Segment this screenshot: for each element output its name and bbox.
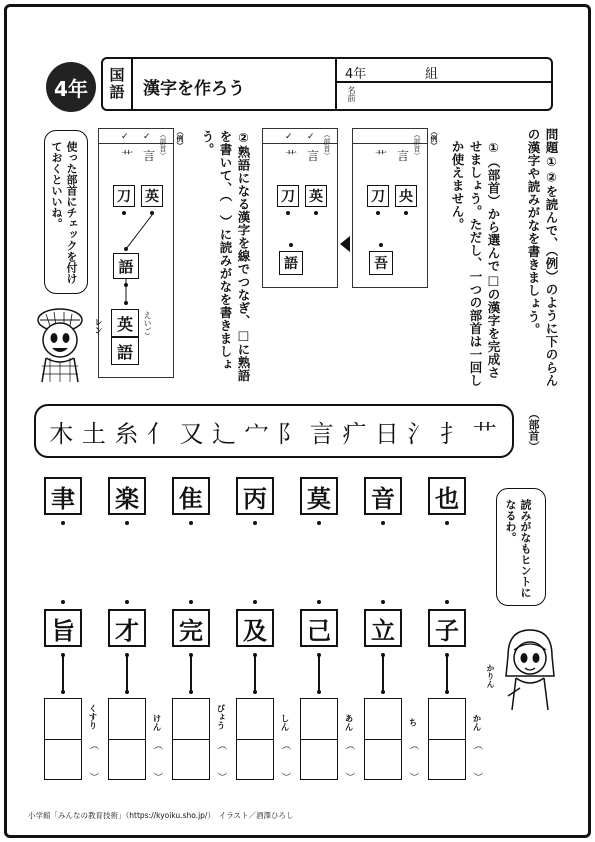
character-name: かりん xyxy=(486,664,495,688)
paren-close-icon: ︶ xyxy=(279,772,290,782)
bubble-line: 使った部首にチェックを xyxy=(65,141,78,262)
reading-hint: けん xyxy=(151,714,161,731)
connector-dot[interactable] xyxy=(125,521,129,525)
kanji-part-box[interactable]: 聿 xyxy=(44,477,82,515)
connector-dot xyxy=(124,247,128,251)
connector-line xyxy=(446,656,448,692)
connector-dot[interactable] xyxy=(61,521,65,525)
connector-dot[interactable] xyxy=(61,600,65,604)
radical-item: 日 xyxy=(374,419,401,448)
instruction-line: 書きましょう。 xyxy=(200,130,233,371)
connector-dot[interactable] xyxy=(445,653,449,657)
paren-close-icon: ︶ xyxy=(343,772,354,782)
connector-dot xyxy=(404,211,408,215)
connector-dot[interactable] xyxy=(381,653,385,657)
footer-credit: 小学館「みんなの教育技術」（https://kyoiku.sho.jp/） イラスト／酒澤ひろし xyxy=(28,811,294,820)
radical-item: 艹 xyxy=(472,419,499,448)
reading-hint: しん xyxy=(279,714,289,731)
connector-dot[interactable] xyxy=(317,653,321,657)
connector-dot[interactable] xyxy=(253,521,257,525)
radical-header: （部首） xyxy=(323,131,331,159)
instruction-line: らんの漢字や読みがなを書きましょう。 xyxy=(526,128,559,387)
radical-option: 言 xyxy=(143,149,156,163)
reading-hint: かん xyxy=(471,714,481,731)
radical-item: 辶 xyxy=(212,419,239,448)
answer-box[interactable] xyxy=(300,698,338,780)
paren-open-icon: ︵ xyxy=(87,740,98,750)
example-label: （例） xyxy=(176,128,184,149)
answer-box[interactable] xyxy=(108,698,146,780)
kanji-part-box[interactable]: 才 xyxy=(108,609,146,647)
connector-dot xyxy=(379,243,383,247)
character-name: レン xyxy=(94,318,103,334)
reading-label: えいご xyxy=(143,311,152,335)
connector-dot[interactable] xyxy=(189,690,193,694)
kanji-part-box[interactable]: 旨 xyxy=(44,609,82,647)
kanji-box: 刀 xyxy=(367,185,389,207)
connector-dot[interactable] xyxy=(253,690,257,694)
bubble-text xyxy=(503,499,533,599)
kanji-part-box[interactable]: 子 xyxy=(428,609,466,647)
reading-hint: びょう xyxy=(215,704,225,730)
kanji-part-box[interactable]: 隹 xyxy=(172,477,210,515)
radical-bank xyxy=(34,404,514,458)
instruction-line: ②熟語になる漢字を線でつなぎ、□ xyxy=(236,130,251,343)
kanji-part-box[interactable]: 立 xyxy=(364,609,402,647)
class-field-label: 組 xyxy=(425,67,439,82)
connector-dot[interactable] xyxy=(61,653,65,657)
instruction-step2 xyxy=(196,130,252,390)
bubble-line: 読みがなもヒントに xyxy=(519,499,532,598)
connector-dot[interactable] xyxy=(125,690,129,694)
radical-item: 土 xyxy=(81,419,108,448)
grade-badge: 4年 xyxy=(46,62,96,112)
connector-dot xyxy=(376,211,380,215)
connector-line xyxy=(318,656,320,692)
example-panel xyxy=(352,128,428,288)
girl-character-illustration xyxy=(500,626,560,710)
connector-dot xyxy=(286,211,290,215)
radical-header: （部首） xyxy=(159,131,167,159)
paren-open-icon: ︵ xyxy=(151,740,162,750)
connector-dot[interactable] xyxy=(61,690,65,694)
connector-dot[interactable] xyxy=(125,653,129,657)
instruction-line: させましょう。ただし、一つの部首 xyxy=(468,140,501,379)
connector-dot[interactable] xyxy=(253,600,257,604)
kanji-box: 英 xyxy=(141,185,163,207)
instruction-line: に熟語を書いて、（ ）に読みがなを xyxy=(218,130,251,382)
connector-line xyxy=(382,656,384,692)
kanji-box: 刀 xyxy=(277,185,299,207)
paren-close-icon: ︶ xyxy=(87,772,98,782)
check-icon: ✓ xyxy=(285,132,293,142)
paren-open-icon: ︵ xyxy=(215,740,226,750)
connector-dot[interactable] xyxy=(317,690,321,694)
kanji-part-box[interactable]: 也 xyxy=(428,477,466,515)
instruction-line: 問題①②を読んで、（例）のように下の xyxy=(544,128,559,361)
radical-bank-label: （部首） xyxy=(527,408,540,452)
boy-character-illustration xyxy=(32,306,92,382)
kanji-part-box[interactable]: 莫 xyxy=(300,477,338,515)
answer-box[interactable] xyxy=(428,698,466,780)
radical-item: 言 xyxy=(309,419,336,448)
answer-box[interactable] xyxy=(172,698,210,780)
kanji-box: 刀 xyxy=(113,185,135,207)
instruction-line: ①（部首）から選んで□の漢字を完成 xyxy=(486,140,501,366)
radical-option: 艹 xyxy=(285,149,298,163)
radical-item: 木 xyxy=(49,419,76,448)
grade-field-label: 4年 xyxy=(345,67,367,82)
connector-dot[interactable] xyxy=(317,600,321,604)
kanji-box: 語 xyxy=(113,253,139,279)
connector-dot[interactable] xyxy=(189,521,193,525)
check-icon: ✓ xyxy=(307,132,315,142)
check-icon: ✓ xyxy=(143,132,151,142)
bubble-line: 付けておくといいね。 xyxy=(50,141,78,284)
connector-line xyxy=(254,656,256,692)
kanji-box: 語 xyxy=(111,337,139,365)
radical-item: 宀 xyxy=(244,419,271,448)
paren-open-icon: ︵ xyxy=(343,740,354,750)
connector-dot xyxy=(314,211,318,215)
answer-box[interactable] xyxy=(236,698,274,780)
radical-item: 又 xyxy=(179,419,206,448)
bubble-line: なるわ。 xyxy=(504,499,517,543)
kanji-part-box[interactable]: 及 xyxy=(236,609,274,647)
worksheet-header xyxy=(101,57,553,111)
worksheet-title: 漢字を作ろう xyxy=(143,79,245,99)
paren-open-icon: ︵ xyxy=(471,740,482,750)
kanji-box: 吾 xyxy=(369,251,393,275)
connector-line xyxy=(62,656,64,692)
radical-item: 疒 xyxy=(342,419,369,448)
kanji-box: 英 xyxy=(305,185,327,207)
connector-line xyxy=(190,656,192,692)
kanji-box: 語 xyxy=(279,251,303,275)
kanji-part-box[interactable]: 己 xyxy=(300,609,338,647)
reading-hint: くすり xyxy=(87,704,97,730)
paren-close-icon: ︶ xyxy=(471,772,482,782)
paren-close-icon: ︶ xyxy=(151,772,162,782)
speech-bubble xyxy=(496,488,546,606)
kanji-part-box[interactable]: 音 xyxy=(364,477,402,515)
name-field-label: 名前 xyxy=(347,86,356,102)
radical-option: 艹 xyxy=(121,149,134,163)
kanji-part-box[interactable]: 楽 xyxy=(108,477,146,515)
connector-dot[interactable] xyxy=(317,521,321,525)
instruction-main xyxy=(524,128,560,398)
paren-close-icon: ︶ xyxy=(407,772,418,782)
connector-dot[interactable] xyxy=(189,600,193,604)
connector-dot[interactable] xyxy=(381,600,385,604)
radical-item: 亻 xyxy=(146,419,173,448)
radical-option: 言 xyxy=(397,149,410,163)
kanji-part-box[interactable]: 丙 xyxy=(236,477,274,515)
connector-dot xyxy=(124,301,128,305)
paren-close-icon: ︶ xyxy=(215,772,226,782)
instruction-line: は一回しか使えません。 xyxy=(450,140,483,387)
paren-open-icon: ︵ xyxy=(279,740,290,750)
paren-open-icon: ︵ xyxy=(407,740,418,750)
connector-dot[interactable] xyxy=(445,690,449,694)
radical-option: 言 xyxy=(307,149,320,163)
bubble-text xyxy=(49,141,79,291)
radical-header: （部首） xyxy=(413,131,421,159)
radical-option: 艹 xyxy=(375,149,388,163)
radical-item: 阝 xyxy=(277,419,304,448)
connector-dot[interactable] xyxy=(125,600,129,604)
speech-bubble xyxy=(44,130,88,294)
kanji-box: 央 xyxy=(395,185,417,207)
radical-item: 氵 xyxy=(407,419,434,448)
connector-dot[interactable] xyxy=(253,653,257,657)
answer-box[interactable] xyxy=(44,698,82,780)
divider xyxy=(335,59,337,109)
example-panel xyxy=(98,128,174,378)
kanji-box: 英 xyxy=(111,309,139,337)
subject-label: 国語 xyxy=(103,59,133,109)
connector-dot[interactable] xyxy=(381,521,385,525)
connector-dot[interactable] xyxy=(189,653,193,657)
connector-dot[interactable] xyxy=(445,600,449,604)
connector-dot[interactable] xyxy=(445,521,449,525)
connector-dot[interactable] xyxy=(381,690,385,694)
reading-hint: ち xyxy=(407,718,417,727)
connector-dot xyxy=(124,283,128,287)
divider xyxy=(335,81,553,83)
check-icon: ✓ xyxy=(121,132,129,142)
arrow-icon xyxy=(340,236,350,252)
connector-line xyxy=(126,656,128,692)
reading-hint: あん xyxy=(343,714,353,731)
example-label: （例） xyxy=(430,128,438,149)
example-panel xyxy=(262,128,338,288)
connector-dot xyxy=(289,243,293,247)
instruction-step1 xyxy=(448,140,502,390)
answer-box[interactable] xyxy=(364,698,402,780)
kanji-part-box[interactable]: 完 xyxy=(172,609,210,647)
radical-item: 糸 xyxy=(114,419,141,448)
radical-item: 扌 xyxy=(440,419,467,448)
